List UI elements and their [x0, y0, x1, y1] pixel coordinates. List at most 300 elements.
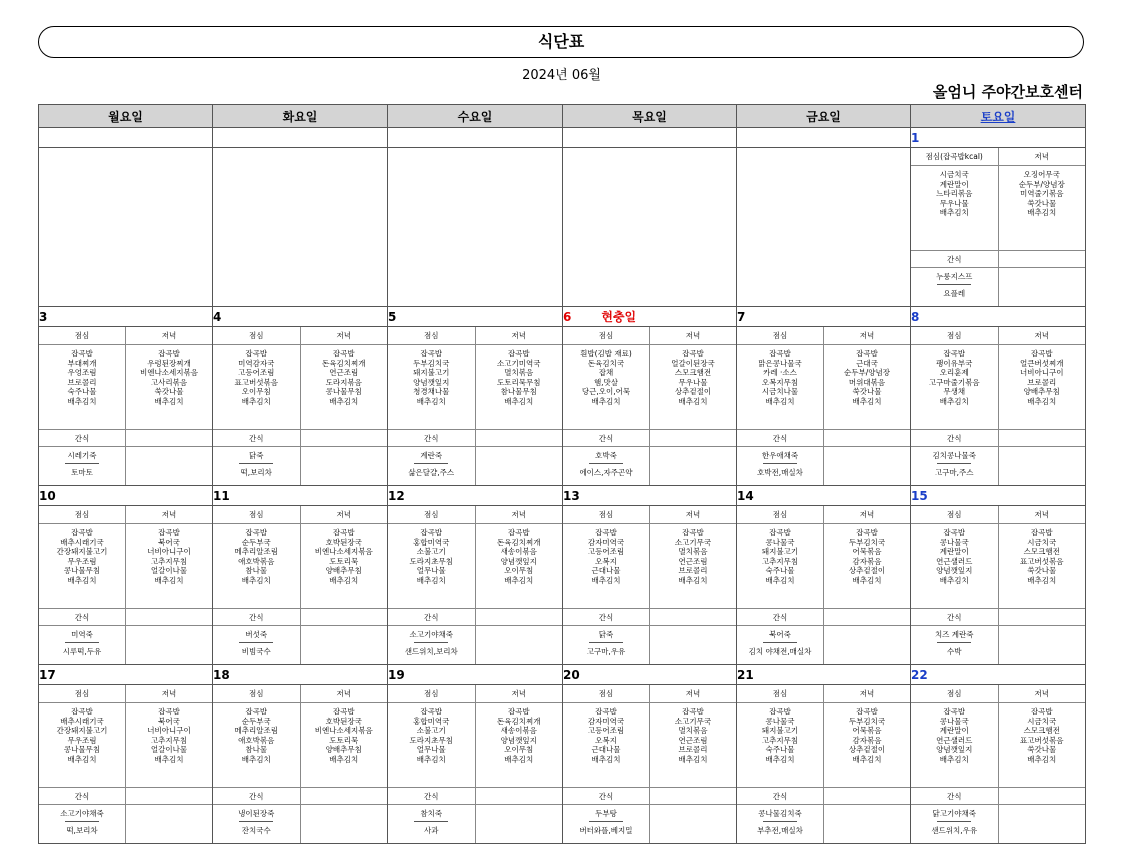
snack-item: 떡,보리차 — [240, 468, 272, 477]
menu-item: 카레 ·소스 — [763, 368, 797, 377]
lunch-label: 점심 — [737, 506, 824, 524]
menu-item: 너비아니구이 — [1020, 368, 1064, 377]
snack-empty — [998, 626, 1085, 665]
menu-item: 배추김치 — [678, 754, 708, 764]
menu-item: 배추김치 — [416, 396, 446, 406]
menu-item: 비엔나소세지볶음 — [140, 368, 198, 377]
menu-item: 잡곡밥 — [420, 528, 443, 537]
day-cell — [388, 685, 563, 844]
menu-item: 오리훈제 — [939, 368, 969, 377]
snack-item: 김치콩나물죽 — [932, 451, 976, 460]
menu-item: 쑥갓나물 — [1027, 198, 1057, 208]
day-cell — [563, 685, 737, 844]
dinner-menu — [475, 703, 562, 788]
menu-item: 돈육김치찌개 — [322, 358, 366, 368]
menu-item: 얼갈이나물 — [150, 745, 188, 754]
menu-item: 콩나물국 — [939, 537, 969, 547]
menu-item: 연근조림 — [329, 368, 359, 377]
lunch-label: 점심 — [911, 327, 998, 345]
menu-item: 오이무침 — [504, 566, 534, 575]
dinner-label: 저녁 — [126, 685, 213, 703]
dinner-label: 저녁 — [300, 327, 387, 345]
menu-item: 배추김치 — [1027, 208, 1057, 217]
day-header-wed: 수요일 — [388, 105, 563, 128]
snack-empty — [126, 626, 213, 665]
menu-item: 잡곡밥 — [856, 528, 878, 537]
menu-item: 미역감자국 — [238, 358, 275, 368]
lunch-menu — [39, 524, 126, 609]
snack-row — [737, 805, 910, 844]
dinner-menu — [998, 703, 1085, 788]
meal-table — [388, 506, 562, 664]
date-number: 12 — [388, 488, 405, 503]
snack-items — [39, 626, 126, 665]
snack-items — [39, 805, 126, 844]
menu-item: 느타리볶음 — [936, 189, 973, 198]
snack-label-empty — [650, 788, 737, 805]
date-cell — [563, 665, 737, 685]
snack-label-row — [213, 609, 387, 626]
dinner-label: 저녁 — [650, 327, 737, 345]
menu-row — [737, 345, 910, 430]
menu-item: 계란말이 — [939, 179, 969, 189]
menu-item: 시금치국 — [1027, 716, 1057, 726]
menu-item: 감자미역국 — [587, 537, 625, 547]
menu-item: 연근조림 — [678, 556, 708, 566]
menu-item: 참나물무침 — [500, 387, 537, 396]
snack-label-empty — [475, 430, 562, 447]
snack-divider — [937, 284, 971, 285]
date-cell — [213, 665, 388, 685]
lunch-menu — [39, 703, 126, 788]
day-cell — [39, 327, 213, 486]
snack-empty — [824, 805, 911, 844]
date-cell — [39, 307, 213, 327]
dinner-menu — [300, 524, 387, 609]
meal-label-row — [388, 685, 562, 703]
meal-calendar — [38, 104, 1086, 844]
menu-item: 배추김치 — [416, 575, 446, 585]
menu-item: 콩나물국 — [765, 716, 795, 726]
menu-item: 소불고기 — [416, 726, 446, 735]
menu-item: 배추김치 — [154, 396, 184, 406]
menu-item: 배추김치 — [1027, 396, 1057, 406]
menu-item: 잡곡밥 — [856, 707, 878, 716]
menu-item: 부대찌개 — [67, 358, 97, 368]
menu-item: 양배추무침 — [325, 745, 362, 754]
date-number: 21 — [737, 667, 754, 682]
lunch-menu — [911, 524, 998, 609]
snack-label-empty — [998, 609, 1085, 626]
day-header-tue: 화요일 — [213, 105, 388, 128]
menu-item: 잡곡밥 — [1030, 349, 1053, 358]
dinner-label: 저녁 — [824, 327, 911, 345]
lunch-label: 점심 — [563, 506, 650, 524]
menu-item: 배추김치 — [765, 575, 795, 585]
dinner-menu — [126, 345, 213, 430]
date-number: 13 — [563, 488, 580, 503]
meal-label-row — [737, 506, 910, 524]
snack-item: 참치죽 — [420, 809, 443, 818]
snack-empty — [475, 447, 562, 486]
menu-item: 잡곡밥 — [507, 349, 530, 358]
snack-item: 냉이된장죽 — [238, 809, 275, 818]
snack-row — [737, 447, 910, 486]
snack-label-row — [563, 609, 736, 626]
calendar-body — [39, 128, 1086, 844]
menu-item: 브로콜리 — [678, 745, 708, 754]
menu-item: 배추김치 — [939, 754, 969, 764]
snack-empty — [650, 805, 737, 844]
dinner-menu — [650, 524, 737, 609]
meal-label-row — [213, 327, 387, 345]
snack-divider — [65, 463, 99, 464]
snack-label: 간식 — [911, 251, 998, 268]
lunch-menu — [388, 703, 475, 788]
snack-items — [737, 626, 824, 665]
lunch-menu — [563, 524, 650, 609]
day-header-thu: 목요일 — [563, 105, 737, 128]
menu-item: 상추겉절이 — [674, 387, 712, 396]
snack-item: 콩나물김치죽 — [758, 809, 802, 818]
meal-label-row — [737, 685, 910, 703]
snack-divider — [65, 821, 99, 822]
snack-row — [737, 626, 910, 665]
date-cell — [737, 486, 911, 506]
snack-label-empty — [126, 609, 213, 626]
meal-label-row — [39, 506, 212, 524]
snack-label-row — [737, 788, 910, 805]
menu-item: 배추김치 — [678, 575, 708, 585]
snack-row — [388, 626, 562, 665]
menu-item: 양배추무침 — [1023, 387, 1060, 396]
menu-item: 애호박볶음 — [238, 735, 275, 745]
lunch-label: 점심 — [737, 685, 824, 703]
menu-item: 순두부국 — [241, 537, 271, 547]
menu-item: 콩나물무침 — [325, 387, 362, 396]
menu-item: 잡곡밥 — [71, 528, 93, 537]
snack-label-empty — [475, 609, 562, 626]
day-cell — [213, 327, 388, 486]
menu-item: 잡곡밥 — [420, 707, 443, 716]
date-number: 6 — [563, 310, 572, 324]
menu-item: 배추김치 — [329, 396, 359, 406]
menu-item: 콩나물무침 — [63, 566, 101, 575]
snack-empty — [475, 626, 562, 665]
menu-item: 잡채 — [598, 368, 614, 377]
menu-item: 양념깻잎지 — [413, 377, 450, 387]
dinner-menu — [650, 703, 737, 788]
snack-divider — [239, 642, 273, 643]
menu-item: 미역줄기볶음 — [1020, 189, 1064, 198]
snack-row — [39, 447, 212, 486]
holiday-label: 현충일 — [601, 310, 637, 324]
snack-row — [563, 626, 736, 665]
menu-item: 잡곡밥 — [943, 707, 966, 716]
menu-item: 새송이볶음 — [500, 726, 537, 735]
date-cell — [213, 307, 388, 327]
snack-items — [911, 805, 998, 844]
snack-divider — [937, 463, 971, 464]
menu-item: 상추겉절이 — [848, 745, 886, 754]
snack-items — [213, 805, 300, 844]
snack-items — [388, 626, 475, 665]
day-cell — [563, 506, 737, 665]
day-cell — [39, 685, 213, 844]
meal-table — [563, 685, 736, 843]
menu-item: 호박된장국 — [325, 716, 362, 726]
menu-item: 쑥갓나물 — [154, 387, 184, 396]
date-number: 15 — [911, 488, 928, 503]
snack-label-row — [911, 430, 1085, 447]
date-number: 1 — [911, 130, 920, 145]
date-cell — [388, 486, 563, 506]
content-row — [39, 148, 1086, 307]
date-number: 14 — [737, 488, 754, 503]
meal-table — [911, 327, 1085, 485]
menu-item: 근대나물 — [591, 745, 621, 754]
menu-item: 돈육김치국 — [587, 358, 625, 368]
menu-item: 연근조림 — [678, 735, 708, 745]
day-cell — [213, 148, 388, 307]
day-header-sat: 토요일 — [911, 105, 1086, 128]
menu-item: 잡곡밥 — [71, 349, 93, 358]
snack-row — [911, 626, 1085, 665]
meal-label-row — [911, 685, 1085, 703]
lunch-menu — [911, 166, 998, 251]
menu-item: 고사리볶음 — [150, 377, 188, 387]
menu-item: 소불고기 — [416, 547, 446, 556]
date-cell — [911, 307, 1086, 327]
snack-item: 시레기죽 — [67, 451, 97, 460]
meal-label-row — [39, 685, 212, 703]
snack-label-row — [737, 609, 910, 626]
lunch-menu — [213, 345, 300, 430]
meal-label-row — [39, 327, 212, 345]
snack-divider — [414, 642, 448, 643]
lunch-menu — [563, 703, 650, 788]
date-number: 22 — [911, 667, 928, 682]
menu-item: 잡곡밥 — [245, 528, 268, 537]
snack-label-row — [388, 430, 562, 447]
menu-item: 우엉조림 — [67, 368, 97, 377]
lunch-menu — [563, 345, 650, 430]
menu-item: 배추김치 — [591, 754, 621, 764]
snack-empty — [998, 805, 1085, 844]
snack-label-empty — [824, 430, 911, 447]
snack-divider — [589, 642, 623, 643]
menu-item: 순두부/양념장 — [1018, 179, 1065, 189]
menu-item: 배추김치 — [939, 575, 969, 585]
snack-empty — [126, 805, 213, 844]
dinner-label: 저녁 — [998, 685, 1085, 703]
menu-item: 배추김치 — [329, 575, 359, 585]
day-cell — [737, 685, 911, 844]
snack-label-empty — [300, 788, 387, 805]
date-cell — [563, 307, 737, 327]
meal-table — [737, 685, 910, 843]
date-number: 10 — [39, 488, 56, 503]
meal-label-row — [388, 506, 562, 524]
date-cell — [737, 128, 911, 148]
day-cell — [737, 327, 911, 486]
snack-label: 간식 — [213, 430, 300, 447]
dinner-menu — [650, 345, 737, 430]
date-number: 7 — [737, 309, 746, 324]
snack-row — [213, 626, 387, 665]
day-cell — [213, 685, 388, 844]
snack-item: 호박죽 — [595, 451, 617, 460]
menu-item: 양념깻잎지 — [500, 556, 537, 566]
menu-row — [39, 524, 212, 609]
menu-item: 잡곡밥 — [245, 349, 268, 358]
menu-row — [213, 524, 387, 609]
menu-item: 고등어조림 — [238, 368, 275, 377]
day-cell — [737, 506, 911, 665]
snack-item: 시루떡,두유 — [62, 647, 102, 656]
snack-item: 버터와플,베지밀 — [579, 826, 633, 835]
dinner-menu — [475, 524, 562, 609]
menu-item: 상추겉절이 — [848, 566, 886, 575]
day-cell — [563, 148, 737, 307]
snack-empty — [998, 268, 1085, 307]
day-cell — [563, 327, 737, 486]
lunch-menu — [911, 345, 998, 430]
menu-item: 도라지초무침 — [409, 556, 453, 566]
dinner-menu — [300, 345, 387, 430]
menu-item: 얼무나물 — [416, 745, 446, 754]
lunch-menu — [388, 524, 475, 609]
date-cell — [39, 128, 213, 148]
menu-item: 우렁된장찌개 — [147, 358, 191, 368]
dinner-label: 저녁 — [998, 506, 1085, 524]
snack-item: 사과 — [424, 826, 439, 835]
dinner-label: 저녁 — [126, 327, 213, 345]
content-row — [39, 685, 1086, 844]
meal-table — [213, 685, 387, 843]
snack-label-empty — [650, 430, 737, 447]
menu-item: 잡곡밥 — [1030, 707, 1053, 716]
dinner-label: 저녁 — [475, 327, 562, 345]
lunch-label: 점심 — [388, 327, 475, 345]
menu-item: 숙주나물 — [765, 566, 795, 575]
dinner-menu — [126, 524, 213, 609]
snack-label-row — [911, 788, 1085, 805]
date-cell — [911, 486, 1086, 506]
menu-item: 참나물 — [245, 566, 268, 575]
snack-label-row — [39, 609, 212, 626]
snack-label-row — [563, 430, 736, 447]
menu-item: 무우나물 — [939, 198, 969, 208]
menu-item: 쑥갓나물 — [1027, 566, 1057, 575]
menu-item: 무생채 — [943, 387, 966, 396]
meal-table — [563, 506, 736, 664]
snack-item: 버섯죽 — [245, 630, 268, 639]
snack-items — [911, 626, 998, 665]
menu-item: 멸치볶음 — [678, 547, 708, 556]
meal-table — [213, 506, 387, 664]
date-number: 18 — [213, 667, 230, 682]
snack-empty — [300, 447, 387, 486]
menu-item: 돼지불고기 — [413, 368, 450, 377]
date-cell — [563, 486, 737, 506]
date-row — [39, 307, 1086, 327]
menu-item: 배추시래기국 — [60, 537, 104, 547]
snack-items — [737, 447, 824, 486]
snack-item: 잔치국수 — [241, 826, 271, 835]
menu-item: 잡곡밥 — [332, 528, 355, 537]
snack-item: 에이스,자주곤약 — [579, 468, 633, 477]
date-number: 3 — [39, 309, 48, 324]
dinner-menu — [824, 703, 911, 788]
menu-item: 잡곡밥 — [595, 528, 617, 537]
menu-item: 잡곡밥 — [943, 349, 966, 358]
menu-item: 오이무침 — [504, 745, 534, 754]
dinner-label: 저녁 — [824, 506, 911, 524]
snack-empty — [650, 626, 737, 665]
menu-item: 도토리묵무침 — [497, 377, 541, 387]
snack-item: 소고기야채죽 — [409, 630, 453, 639]
menu-item: 청경채나물 — [413, 387, 450, 396]
day-cell — [911, 506, 1086, 665]
meal-table — [911, 685, 1085, 843]
menu-item: 순두부/양념장 — [844, 368, 890, 377]
menu-item: 배추김치 — [852, 575, 882, 585]
snack-item: 김치 야채전,매실차 — [748, 647, 812, 656]
snack-label-row — [737, 430, 910, 447]
day-header-fri: 금요일 — [737, 105, 911, 128]
dinner-label: 저녁 — [475, 685, 562, 703]
lunch-label: 점심 — [911, 685, 998, 703]
menu-row — [388, 524, 562, 609]
lunch-label: 점심 — [213, 506, 300, 524]
snack-divider — [937, 821, 971, 822]
menu-item: 너비아니구이 — [147, 547, 191, 556]
menu-item: 쑥갓나물 — [852, 387, 882, 396]
menu-item: 숙주나물 — [67, 387, 97, 396]
snack-items — [737, 805, 824, 844]
snack-empty — [126, 447, 213, 486]
menu-item: 고추지무침 — [150, 556, 188, 566]
meal-table — [737, 506, 910, 664]
date-row — [39, 486, 1086, 506]
menu-item: 순두부국 — [241, 716, 271, 726]
menu-item: 도토리묵 — [329, 735, 359, 745]
snack-label: 간식 — [911, 430, 998, 447]
menu-item: 돼지불고기 — [761, 726, 799, 735]
menu-item: 잡곡밥 — [507, 707, 530, 716]
menu-item: 배추시래기국 — [60, 716, 104, 726]
snack-item: 수박 — [947, 647, 962, 656]
snack-items — [563, 626, 650, 665]
menu-item: 배추김치 — [504, 754, 534, 764]
snack-label-empty — [998, 788, 1085, 805]
snack-empty — [824, 626, 911, 665]
day-cell — [39, 506, 213, 665]
snack-empty — [475, 805, 562, 844]
menu-item: 양념깻잎지 — [936, 566, 973, 575]
menu-row — [39, 345, 212, 430]
menu-row — [388, 703, 562, 788]
day-cell — [388, 506, 563, 665]
snack-item: 부추전,매실차 — [757, 826, 803, 835]
meal-table — [39, 685, 212, 843]
menu-item: 맑은콩나물국 — [758, 358, 802, 368]
snack-label: 간식 — [911, 788, 998, 805]
snack-empty — [300, 626, 387, 665]
snack-label-empty — [126, 430, 213, 447]
menu-item: 브로콜리 — [67, 377, 97, 387]
